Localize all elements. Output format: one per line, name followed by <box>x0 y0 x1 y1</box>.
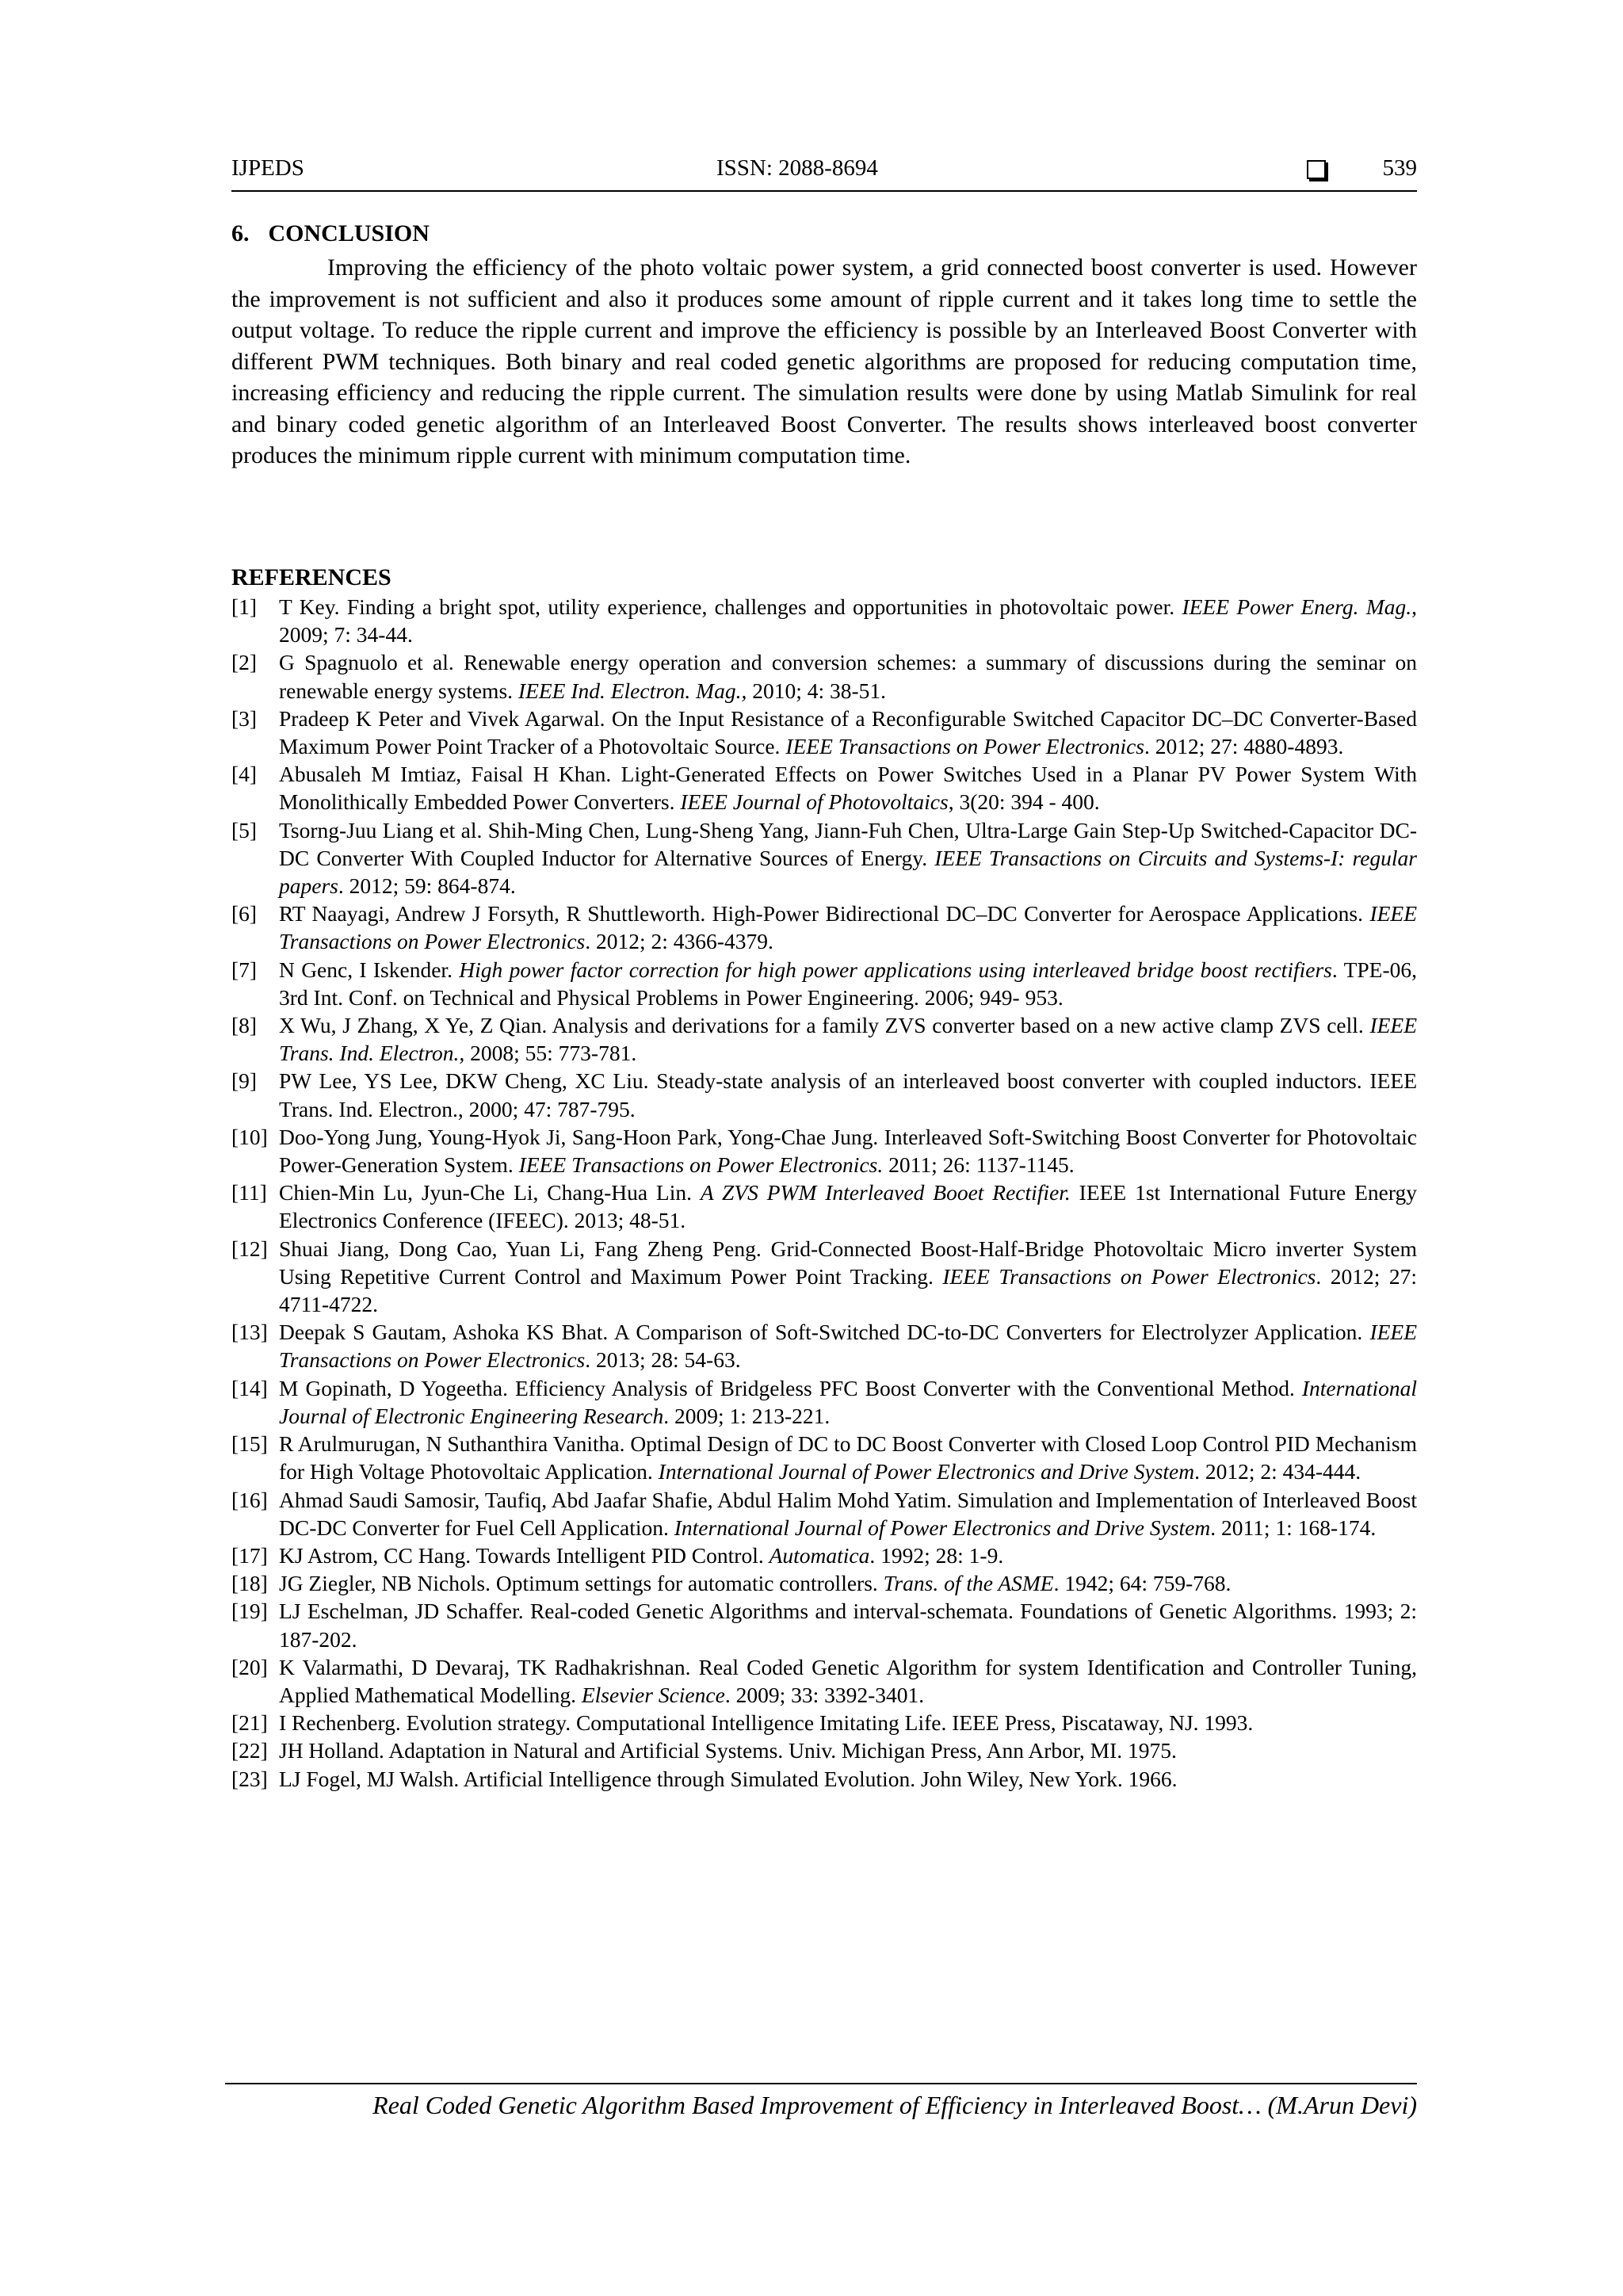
references-list <box>231 593 1417 1793</box>
reference-details: 2010; 4: 38-51. <box>747 678 887 703</box>
reference-item <box>231 956 1417 1011</box>
reference-details: 2011; 26: 1137-1145. <box>883 1152 1075 1178</box>
reference-venue: IEEE Transactions on Power Electronics <box>942 1263 1316 1289</box>
running-footer: Real Coded Genetic Algorithm Based Improvement of Efficiency in Interleaved Boost… (M.Arun Devi) <box>372 2091 1417 2119</box>
reference-text: PW Lee, YS Lee, DKW Cheng, XC Liu. Steady-state analysis of an interleaved boost converter with coupled inductors. IEEE Trans. Ind. Electron., 2000; 47: 787-795. <box>279 1068 1417 1121</box>
reference-item <box>231 1067 1417 1122</box>
journal-name: IJPEDS <box>231 155 304 181</box>
reference-venue: IEEE Ind. Electron. Mag., <box>517 678 747 703</box>
reference-text: G Spagnuolo et al. Renewable energy operation and conversion schemes: a summary of discussions during the seminar on renewable energy systems. <box>279 650 1417 703</box>
reference-text: LJ Eschelman, JD Schaffer. Real-coded Genetic Algorithms and interval-schemata. Foundations of Genetic Algorithms. 1993; 2: 187-202. <box>279 1599 1417 1652</box>
reference-text: Abusaleh M Imtiaz, Faisal H Khan. Light-Generated Effects on Power Switches Used in a Planar PV Power System With Monolithically Embedded Power Converters. <box>279 762 1417 815</box>
reference-details: , 3(20: 394 - 400. <box>948 789 1100 815</box>
reference-text: Chien-Min Lu, Jyun-Che Li, Chang-Hua Lin. <box>279 1180 701 1205</box>
reference-item <box>231 1011 1417 1067</box>
reference-item <box>231 1569 1417 1597</box>
reference-details: . 2012; 2: 434-444. <box>1194 1459 1361 1484</box>
reference-number: [14] <box>231 1375 268 1400</box>
reference-venue: International Journal of Power Electronics and Drive System <box>674 1515 1211 1540</box>
reference-venue: IEEE Power Energ. Mag. <box>1182 594 1412 619</box>
reference-details: . 2013; 28: 54-63. <box>585 1347 741 1373</box>
reference-number: [3] <box>231 705 258 731</box>
reference-text: JH Holland. Adaptation in Natural and Artificial Systems. Univ. Michigan Press, Ann Arbor, MI. 1975. <box>279 1738 1177 1763</box>
reference-details: IEEE 1st International Future Energy Electronics Conference (IFEEC). 2013; 48-51. <box>279 1180 1417 1233</box>
reference-number: [22] <box>231 1738 268 1763</box>
reference-details: . 2012; 59: 864-874. <box>338 873 516 899</box>
reference-item <box>231 1597 1417 1652</box>
reference-venue: Automatica <box>769 1542 870 1568</box>
references-heading: REFERENCES <box>231 564 391 590</box>
reference-item <box>231 1736 1417 1764</box>
reference-item <box>231 705 1417 760</box>
reference-details: . 2012; 27: 4880-4893. <box>1144 734 1344 759</box>
reference-item <box>231 1123 1417 1179</box>
reference-venue: International Journal of Electronic Engineering Research <box>279 1375 1417 1428</box>
reference-venue: IEEE Transactions on Power Electronics <box>279 1320 1417 1373</box>
reference-number: [7] <box>231 957 258 982</box>
reference-text: Pradeep K Peter and Vivek Agarwal. On the Input Resistance of a Reconfigurable Switched Capacitor DC–DC Converter-Based Maximum Power Point Tracker of a Photovoltaic Source. <box>279 705 1417 759</box>
reference-item <box>231 816 1417 900</box>
reference-item <box>231 593 1417 648</box>
reference-text: N Genc, I Iskender. <box>279 957 460 982</box>
reference-details: . 1942; 64: 759-768. <box>1053 1571 1232 1596</box>
reference-number: [5] <box>231 817 258 842</box>
reference-venue: International Journal of Power Electronics and Drive System <box>658 1459 1195 1484</box>
reference-number: [10] <box>231 1124 268 1149</box>
reference-text: RT Naayagi, Andrew J Forsyth, R Shuttleworth. High-Power Bidirectional DC–DC Converter for Aerospace Applications. <box>279 901 1370 926</box>
conclusion-heading <box>231 220 430 247</box>
reference-item <box>231 1374 1417 1430</box>
conclusion-paragraph: Improving the efficiency of the photo voltaic power system, a grid connected boost converter is used. However the improvement is not sufficient and also it produces some amount of ripple current and it takes long time to settle the output voltage. To reduce the ripple current and improve the efficiency is possible by an Interleaved Boost Converter with different PWM techniques. Both binary and real coded genetic algorithms are proposed for reducing computation time, increasing efficiency and reducing the ripple current. The simulation results were done by using Matlab Simulink for real and binary coded genetic algorithm of an Interleaved Boost Converter. The results shows interleaved boost converter produces the minimum ripple current with minimum computation time. <box>231 254 1417 468</box>
reference-text: I Rechenberg. Evolution strategy. Computational Intelligence Imitating Life. IEEE Press, Piscataway, NJ. 1993. <box>279 1710 1254 1736</box>
page-number: 539 <box>1382 155 1417 181</box>
reference-number: [18] <box>231 1571 268 1596</box>
section-title: CONCLUSION <box>268 220 430 246</box>
reference-item <box>231 1430 1417 1485</box>
reference-text: Ahmad Saudi Samosir, Taufiq, Abd Jaafar Shafie, Abdul Halim Mohd Yatim. Simulation and Implementation of Interleaved Boost DC-DC Converter for Fuel Cell Application. <box>279 1487 1417 1540</box>
reference-details: , 2009; 7: 34-44. <box>279 594 1417 648</box>
reference-venue: High power factor correction for high power applications using interleaved bridge boost rectifiers <box>459 957 1332 982</box>
reference-number: [8] <box>231 1013 258 1038</box>
reference-text: Deepak S Gautam, Ashoka KS Bhat. A Comparison of Soft-Switched DC-to-DC Converters for Electrolyzer Application. <box>279 1320 1370 1345</box>
reference-venue: Elsevier Science <box>581 1682 725 1707</box>
reference-item <box>231 648 1417 704</box>
section-number: 6. <box>231 220 250 246</box>
reference-venue: IEEE Transactions on Circuits and Systems-I: regular papers <box>279 845 1417 899</box>
reference-details: . TPE-06, 3rd Int. Conf. on Technical and Physical Problems in Power Engineering. 2006; 949- 953. <box>279 957 1417 1010</box>
reference-text: K Valarmathi, D Devaraj, TK Radhakrishnan. Real Coded Genetic Algorithm for system Identification and Controller Tuning, Applied Mathematical Modelling. <box>279 1654 1417 1707</box>
reference-item <box>231 900 1417 955</box>
reference-venue: IEEE Transactions on Power Electronics <box>785 734 1145 759</box>
reference-number: [17] <box>231 1542 268 1568</box>
reference-number: [23] <box>231 1766 268 1791</box>
reference-number: [16] <box>231 1487 268 1512</box>
page-header <box>231 155 1417 192</box>
reference-text: Shuai Jiang, Dong Cao, Yuan Li, Fang Zheng Peng. Grid-Connected Boost-Half-Bridge Photovoltaic Micro inverter System Using Repetitive Current Control and Maximum Power Point Tracking. <box>279 1236 1417 1289</box>
reference-venue: Trans. of the ASME <box>883 1571 1054 1596</box>
reference-number: [20] <box>231 1654 268 1679</box>
footer-divider <box>225 2083 1417 2084</box>
reference-number: [11] <box>231 1180 267 1205</box>
reference-details: 2008; 55: 773-781. <box>464 1041 637 1066</box>
reference-item <box>231 760 1417 816</box>
reference-number: [19] <box>231 1599 268 1624</box>
square-box-icon <box>1307 160 1326 179</box>
reference-details: . 2011; 1: 168-174. <box>1210 1515 1377 1540</box>
reference-details: . 2009; 1: 213-221. <box>663 1403 831 1428</box>
reference-number: [9] <box>231 1068 258 1094</box>
reference-text: M Gopinath, D Yogeetha. Efficiency Analysis of Bridgeless PFC Boost Converter with the Conventional Method. <box>279 1375 1302 1400</box>
reference-details: . 1992; 28: 1-9. <box>869 1542 1004 1568</box>
reference-text: T Key. Finding a bright spot, utility experience, challenges and opportunities in photovoltaic power. <box>279 594 1182 619</box>
reference-item <box>231 1486 1417 1541</box>
reference-venue: A ZVS PWM Interleaved Booet Rectifier. <box>700 1180 1071 1205</box>
reference-text: R Arulmurugan, N Suthanthira Vanitha. Optimal Design of DC to DC Boost Converter with Closed Loop Control PID Mechanism for High Voltage Photovoltaic Application. <box>279 1431 1417 1484</box>
reference-details: . 2012; 27: 4711-4722. <box>279 1263 1417 1317</box>
reference-details: . 2012; 2: 4366-4379. <box>585 929 773 954</box>
reference-item <box>231 1765 1417 1793</box>
reference-number: [13] <box>231 1320 268 1345</box>
reference-text: X Wu, J Zhang, X Ye, Z Qian. Analysis and derivations for a family ZVS converter based on a new active clamp ZVS cell. <box>279 1013 1370 1038</box>
reference-venue: IEEE Trans. Ind. Electron., <box>279 1013 1417 1066</box>
reference-item <box>231 1318 1417 1373</box>
reference-text: Doo-Yong Jung, Young-Hyok Ji, Sang-Hoon Park, Yong-Chae Jung. Interleaved Soft-Switching Boost Converter for Photovoltaic Power-Generation System. <box>279 1124 1417 1178</box>
reference-item <box>231 1235 1417 1319</box>
reference-item <box>231 1541 1417 1569</box>
reference-number: [6] <box>231 901 258 926</box>
reference-text: KJ Astrom, CC Hang. Towards Intelligent PID Control. <box>279 1542 769 1568</box>
reference-number: [21] <box>231 1710 268 1736</box>
reference-number: [4] <box>231 762 258 787</box>
reference-number: [15] <box>231 1431 268 1457</box>
reference-venue: IEEE Transactions on Power Electronics. <box>518 1152 884 1178</box>
reference-number: [12] <box>231 1236 268 1261</box>
reference-text: JG Ziegler, NB Nichols. Optimum settings for automatic controllers. <box>279 1571 884 1596</box>
reference-number: [2] <box>231 650 258 675</box>
reference-details: . 2009; 33: 3392-3401. <box>724 1682 925 1707</box>
reference-text: Tsorng-Juu Liang et al. Shih-Ming Chen, Lung-Sheng Yang, Jiann-Fuh Chen, Ultra-Large Gain Step-Up Switched-Capacitor DC-DC Converter With Coupled Inductor for Alternative Sources of Energy. <box>279 817 1417 870</box>
reference-venue: IEEE Transactions on Power Electronics <box>279 901 1417 954</box>
issn-label: ISSN: 2088-8694 <box>716 155 878 181</box>
reference-item <box>231 1709 1417 1736</box>
reference-venue: IEEE Journal of Photovoltaics <box>680 789 949 815</box>
reference-text: LJ Fogel, MJ Walsh. Artificial Intelligence through Simulated Evolution. John Wiley, New York. 1966. <box>279 1766 1178 1791</box>
reference-item <box>231 1179 1417 1234</box>
reference-item <box>231 1653 1417 1709</box>
reference-number: [1] <box>231 594 258 619</box>
